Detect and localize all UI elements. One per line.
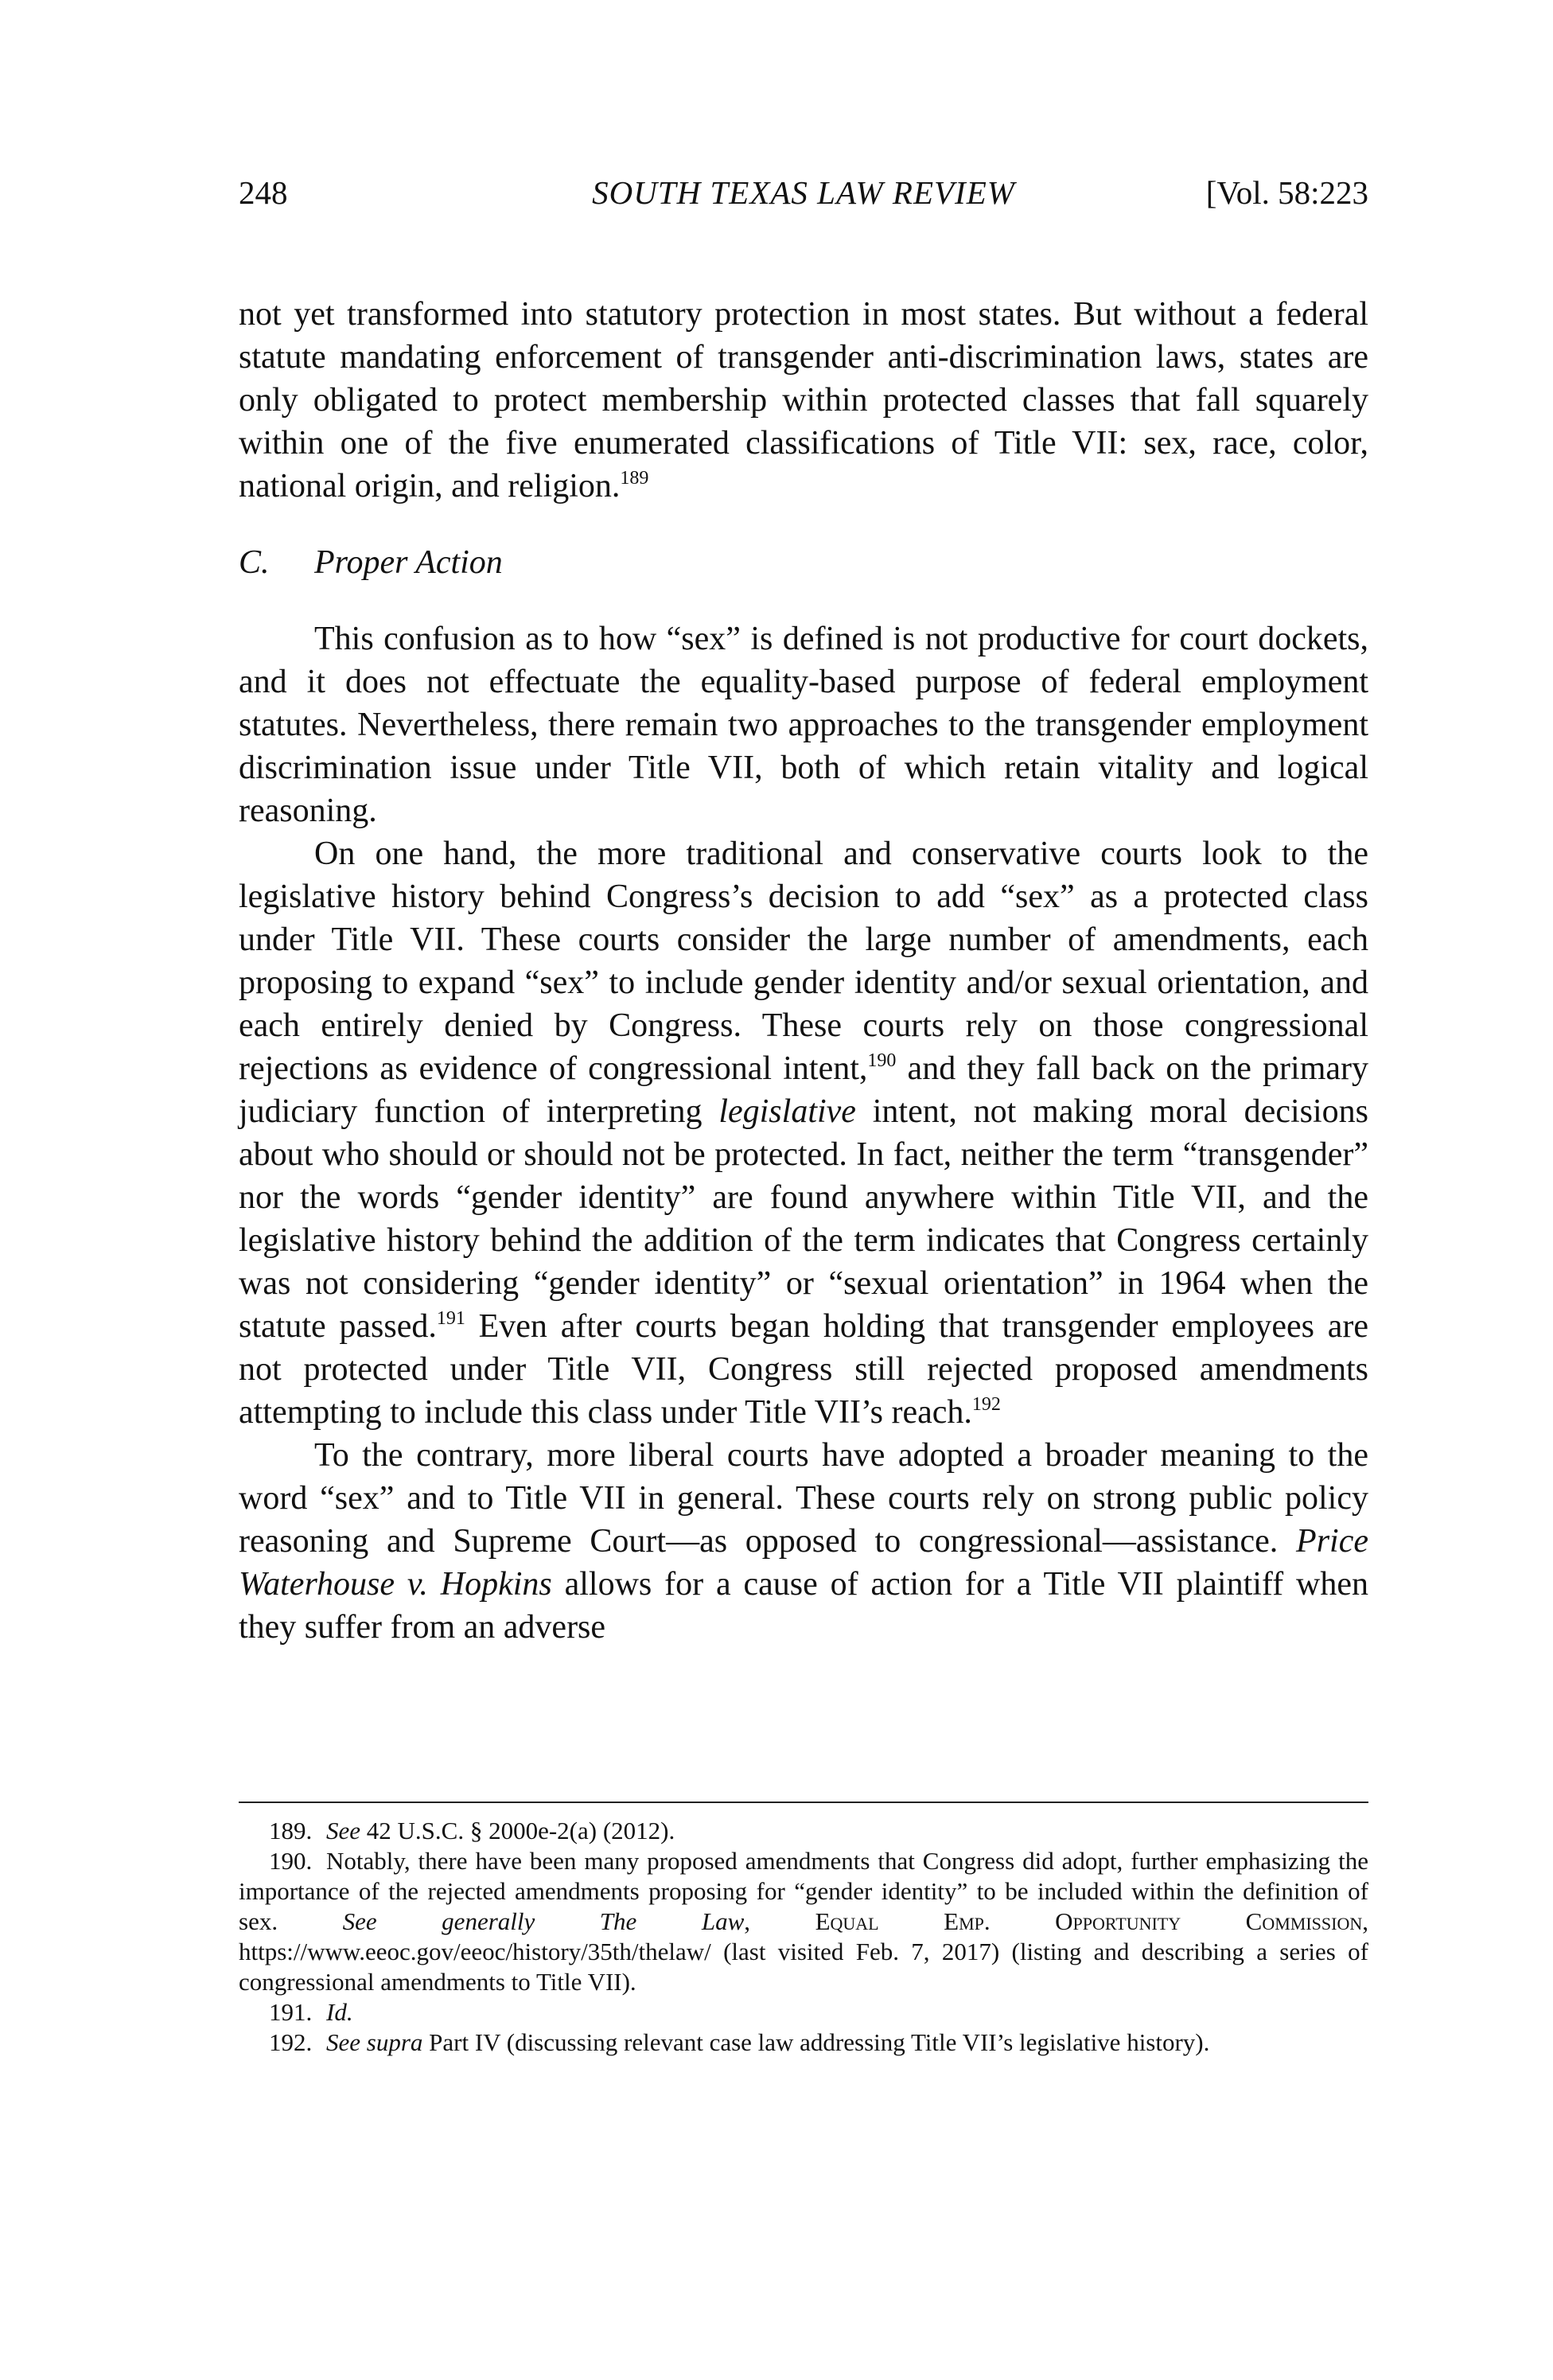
volume-citation: [Vol. 58:223: [1205, 174, 1368, 211]
section-letter: C.: [239, 544, 270, 581]
case-name: Price Waterhouse v. Hopkins: [239, 1523, 1368, 1603]
section-heading: [239, 541, 1368, 584]
paragraph-continued: not yet transformed into statutory protection in most states. But without a federal statute mandating enforcement of transgender anti-discrimination laws, states are only obligated to protect membership within protected classes that fall squarely within one of the five enumerated classifications of Title VII: sex, race, color, national origin, and religion.$^{189}$: [239, 296, 1368, 504]
footnote-divider: [239, 1802, 1368, 1803]
footnote-url-text: , https://www.eeoc.gov/eeoc/history/35th/thelaw/ (last visited Feb. 7, 2017) (listing and describing a series of congressional amendments to Title VII).: [239, 1907, 1369, 1996]
footnote-190: 190. Notably, there have been many proposed amendments that Congress did adopt, further emphasizing the importance of the rejected amendments proposing for “gender identity” to be included within the definition of sex. See generally The Law, Equal Emp. Opportunity Commission, https://www.eeoc.gov/eeoc/history/35th/thelaw/ (last visited Feb. 7, 2017) (listing and describing a series of congressional amendments to Title VII).: [239, 1847, 1369, 1996]
running-header: [239, 173, 1368, 221]
footnote-ref-189[interactable]: 189: [620, 468, 649, 489]
footnote-189: 189. See 42 U.S.C. § 2000e-2(a) (2012).: [269, 1817, 675, 1844]
paragraph: To the contrary, more liberal courts have adopted a broader meaning to the word “sex” and to Title VII in general. These courts rely on strong public policy reasoning and Supreme Court—as opposed to congressional—assistance. Price Waterhouse v. Hopkins allows for a cause of action for a Title VII plaintiff when they suffer from an adverse: [239, 1437, 1368, 1646]
footnote-ref-191[interactable]: 191: [436, 1308, 465, 1329]
footnote-191: 191. Id.: [269, 1998, 353, 2026]
footnote-ref-192[interactable]: 192: [971, 1394, 1001, 1415]
paragraph: This confusion as to how “sex” is defined is not productive for court dockets, and it does not effectuate the equality-based purpose of federal employment statutes. Nevertheless, there remain two approaches to the transgender employment discrimination issue under Title VII, both of which retain vitality and logical reasoning.: [239, 621, 1368, 829]
paragraph: On one hand, the more traditional and conservative courts look to the legislative history behind Congress’s decision to add “sex” as a protected class under Title VII. These courts consider the large number of amendments, each proposing to expand “sex” to include gender identity and/or sexual orientation, and each entirely denied by Congress. These courts rely on those congressional rejections as evidence of congressional intent,$^{190}$ and they fall back on the primary judiciary function of interpreting legislative intent, not making moral decisions about who should or should not be protected. In fact, neither the term “transgender” nor the words “gender identity” are found anywhere within Title VII, and the legislative history behind the addition of the term indicates that Congress certainly was not considering “gender identity” or “sexual orientation” in 1964 when the statute passed.$^{191}$ Even after courts began holding that transgender employees are not protected under Title VII, Congress still rejected proposed amendments attempting to include this class under Title VII’s reach.$^{192}$: [239, 836, 1369, 1431]
footnotes: [239, 1816, 1368, 2058]
journal-title: SOUTH TEXAS LAW REVIEW: [592, 174, 1015, 211]
page-number: 248: [239, 174, 288, 211]
footnote-ref-190[interactable]: 190: [867, 1050, 897, 1071]
section-title: Proper Action: [314, 544, 503, 581]
main-text: [239, 293, 1368, 1649]
footnote-192: 192. See supra Part IV (discussing relevant case law addressing Title VII’s legislative history).: [269, 2028, 1210, 2056]
